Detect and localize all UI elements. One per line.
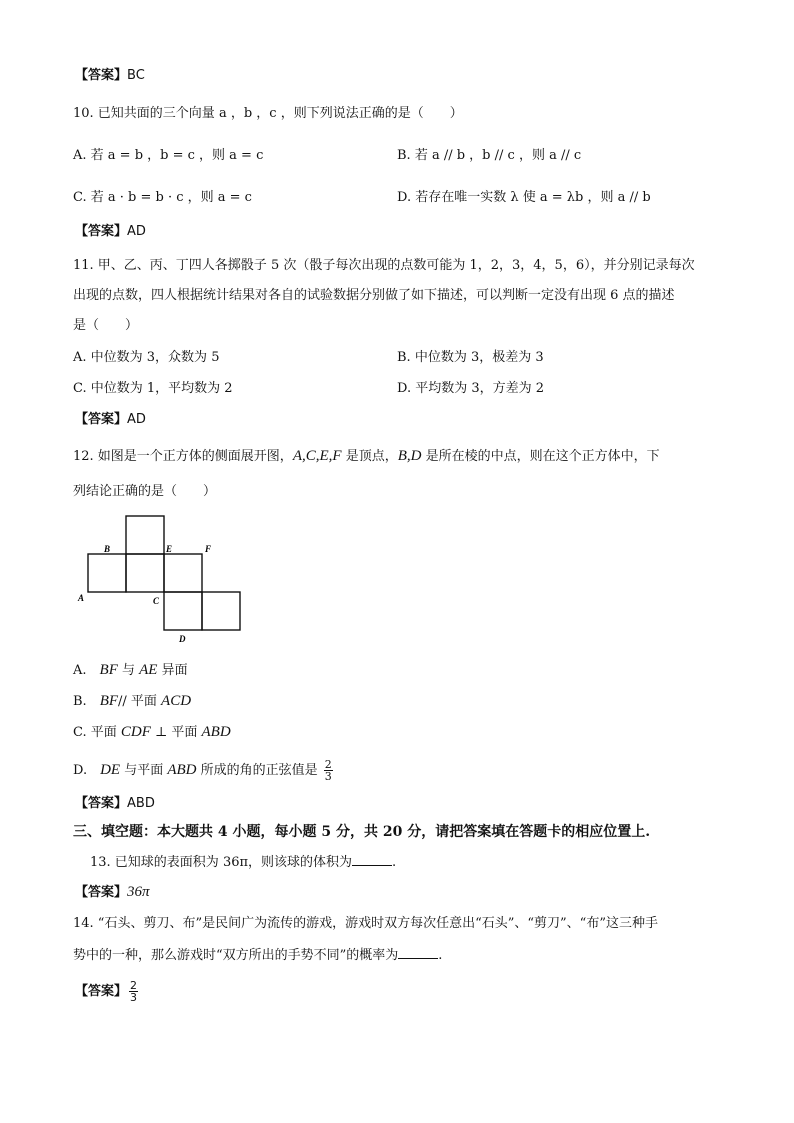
q12-a-mid: 与 xyxy=(117,663,140,678)
net-square-1 xyxy=(88,554,126,592)
q12-d-seg: DE xyxy=(100,762,121,778)
q14-line-2 xyxy=(73,945,442,966)
section-3-heading: 三、填空题：本大题共 4 小题，每小题 5 分，共 20 分，请把答案填在答题卡的相应位置上. xyxy=(73,824,651,840)
q14-line2-text: 势中的一种，那么游戏时“双方所出的手势不同”的概率为 xyxy=(73,948,399,963)
q12-d-plane: ABD xyxy=(167,762,197,778)
q12-b-plane: ACD xyxy=(161,693,192,709)
q12-b-seg: BF xyxy=(99,693,119,709)
q13-text: 13. 已知球的表面积为 36π，则该球的体积为 xyxy=(90,855,353,870)
q12-c-plane2: ABD xyxy=(201,724,231,740)
q12-option-d xyxy=(73,758,335,783)
answer-9 xyxy=(75,66,145,86)
q12-c-pre: C. 平面 xyxy=(73,725,121,740)
q12-line-2: 列结论正确的是（ ） xyxy=(73,484,217,499)
answer-11 xyxy=(75,410,146,430)
answer-tag: 【答案】 xyxy=(75,796,128,811)
q14-line-1: 14. “石头、剪刀、布”是民间广为流传的游戏，游戏时双方每次任意出“石头”、“剪刀”、“布”这三种手 xyxy=(73,916,658,931)
label-e: E xyxy=(166,544,173,554)
q14-answer-blank xyxy=(398,945,438,959)
q12-a-pre: A. xyxy=(73,663,100,678)
net-square-2 xyxy=(126,554,164,592)
q11-option-a: A. 中位数为 3，众数为 5 xyxy=(73,350,220,365)
q12-midpoints: B,D xyxy=(397,448,422,464)
q12-c-mid: ⊥ 平面 xyxy=(150,725,202,740)
q14-end: . xyxy=(438,948,443,963)
q12-a-seg2: AE xyxy=(139,662,158,678)
q12-vertices: A,C,E,F xyxy=(292,448,342,464)
q10-option-a: A. 若 a = b ，b = c ，则 a = c xyxy=(73,148,264,163)
answer-10 xyxy=(75,222,146,242)
fraction-denominator: 3 xyxy=(324,770,332,783)
q11-line-2: 出现的点数，四人根据统计结果对各自的试验数据分别做了如下描述，可以判断一定没有出现 6 点的描述 xyxy=(73,288,675,303)
answer-tag: 【答案】 xyxy=(75,224,128,239)
label-f: F xyxy=(205,544,212,554)
net-square-top xyxy=(126,516,164,554)
q12-option-b xyxy=(73,691,191,712)
answer-tag: 【答案】 xyxy=(75,885,128,900)
q12-d-post: 所成的角的正弦值是 xyxy=(196,763,322,778)
q12-a-post: 异面 xyxy=(157,663,188,678)
answer-13-value: 36π xyxy=(127,884,150,900)
q12-line1-post: 是所在棱的中点，则在这个正方体中，下 xyxy=(421,449,660,464)
q12-line1-pre: 12. 如图是一个正方体的侧面展开图， xyxy=(73,449,293,464)
q11-line-1: 11. 甲、乙、丙、丁四人各掷骰子 5 次（骰子每次出现的点数可能为 1，2，3，4，5，6），并分别记录每次 xyxy=(73,258,695,273)
fraction-denominator: 3 xyxy=(130,991,138,1004)
label-c: C xyxy=(153,596,160,606)
label-a: A xyxy=(78,593,85,603)
q12-d-pre: D. xyxy=(73,763,101,778)
net-square-3 xyxy=(164,554,202,592)
answer-9-value: BC xyxy=(127,68,145,83)
q11-line-3: 是（ ） xyxy=(73,318,139,333)
q12-option-a xyxy=(73,660,188,681)
label-d: D xyxy=(179,634,186,644)
answer-14 xyxy=(75,980,140,1004)
net-square-5 xyxy=(202,592,240,630)
q12-option-c xyxy=(73,722,231,743)
answer-12-value: ABD xyxy=(127,796,155,811)
answer-tag: 【答案】 xyxy=(75,68,128,83)
q10-option-d: D. 若存在唯一实数 λ 使 a = λb ，则 a // b xyxy=(397,190,651,205)
q11-option-c: C. 中位数为 1，平均数为 2 xyxy=(73,381,233,396)
q12-line1-mid: 是顶点， xyxy=(341,449,398,464)
q13-end: . xyxy=(392,855,397,870)
answer-10-value: AD xyxy=(127,224,146,239)
fraction-numerator: 2 xyxy=(130,979,138,992)
q11-option-d: D. 平均数为 3，方差为 2 xyxy=(397,381,545,396)
net-square-4 xyxy=(164,592,202,630)
q10-option-c: C. 若 a · b = b · c ，则 a = c xyxy=(73,190,252,205)
answer-11-value: AD xyxy=(127,412,146,427)
cube-net-figure xyxy=(76,512,246,646)
q10-stem: 10. 已知共面的三个向量 a ，b ，c ，则下列说法正确的是（ ） xyxy=(73,106,463,121)
q10-option-b: B. 若 a // b ，b // c ，则 a // c xyxy=(397,148,582,163)
fraction-numerator: 2 xyxy=(324,758,332,771)
q13 xyxy=(90,852,396,873)
q12-b-mid: // 平面 xyxy=(118,694,162,709)
q12-d-mid: 与平面 xyxy=(120,763,168,778)
q11-option-b: B. 中位数为 3，极差为 3 xyxy=(397,350,544,365)
answer-tag: 【答案】 xyxy=(75,984,128,999)
label-b: B xyxy=(104,544,111,554)
q12-d-fraction xyxy=(324,759,333,782)
q12-b-pre: B. xyxy=(73,694,100,709)
q12-a-seg1: BF xyxy=(99,662,118,678)
q12-c-plane1: CDF xyxy=(120,724,151,740)
q12-line-1 xyxy=(73,446,660,467)
q13-answer-blank xyxy=(352,852,392,866)
answer-14-fraction xyxy=(129,980,138,1003)
answer-tag: 【答案】 xyxy=(75,412,128,427)
answer-12 xyxy=(75,794,155,814)
answer-13 xyxy=(75,882,150,903)
